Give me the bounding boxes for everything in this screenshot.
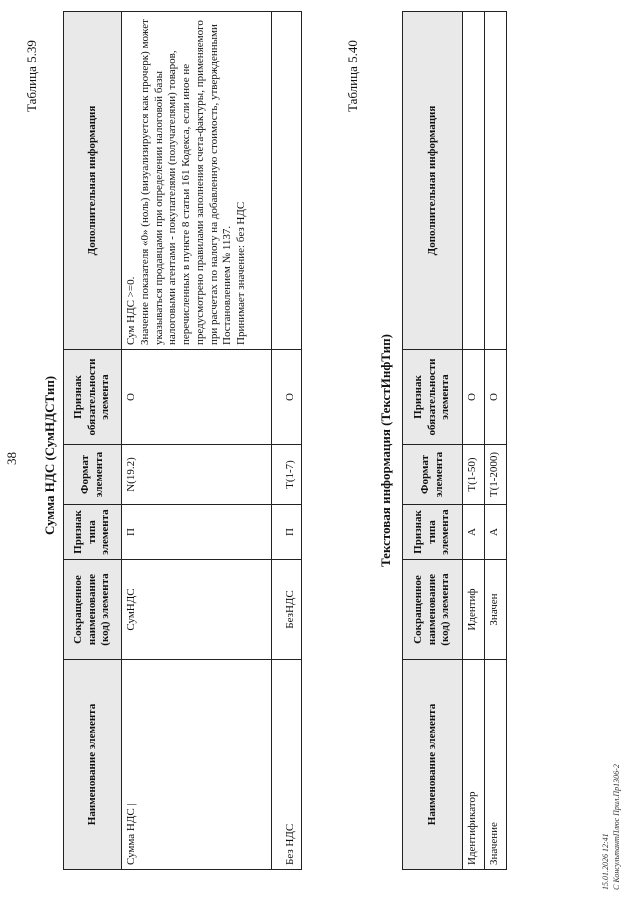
table1-header-required: Признак обязательности элемента bbox=[64, 350, 122, 445]
table2-header-row bbox=[403, 12, 463, 870]
cell-format: Т(1-7) bbox=[272, 445, 302, 505]
table1-title: Сумма НДС (СумНДСТип) bbox=[42, 375, 57, 535]
table1 bbox=[63, 11, 302, 870]
table2-header-info: Дополнительная информация bbox=[403, 12, 463, 350]
cell-name: Без НДС bbox=[272, 660, 302, 870]
table2-header-type: Признак типа элемента bbox=[403, 505, 463, 560]
cell-type: А bbox=[463, 505, 485, 560]
table-row bbox=[272, 12, 302, 870]
cell-info bbox=[485, 12, 507, 350]
cell-code: Значен bbox=[485, 560, 507, 660]
table-row bbox=[122, 12, 272, 870]
cell-info bbox=[272, 12, 302, 350]
cell-required: О bbox=[122, 350, 272, 445]
table1-header-code: Сокращенное наименование (код) элемента bbox=[64, 560, 122, 660]
table1-header-name: Наименование элемента bbox=[64, 660, 122, 870]
cell-info: Сум НДС >=0. Значение показателя «0» (ноль) (визуализируется как прочерк) может указываться продавцами при определении налоговой базы налоговыми агентами - покупателями (получателями) товаров, перечисленных в пункте 8 статьи 161 Кодекса, если иное не предусмотрено правилами заполнения счета-фактуры, применяемого при расчетах по налогу на добавленную стоимость, утвержденными Постановлением № 1137. Принимает значение: без НДС bbox=[122, 12, 272, 350]
cell-code: СумНДС bbox=[122, 560, 272, 660]
table2-header-name: Наименование элемента bbox=[403, 660, 463, 870]
cell-info bbox=[463, 12, 485, 350]
table1-header-format: Формат элемента bbox=[64, 445, 122, 505]
cell-name: Идентификатор bbox=[463, 660, 485, 870]
cell-type: П bbox=[272, 505, 302, 560]
table1-header-row bbox=[64, 12, 122, 870]
table1-header-info: Дополнительная информация bbox=[64, 12, 122, 350]
stamp-source: С КонсультантПлюс Прил.Пр1306-2 bbox=[612, 764, 621, 890]
table2-header-required: Признак обязательности элемента bbox=[403, 350, 463, 445]
cell-required: О bbox=[485, 350, 507, 445]
table2-header-code: Сокращенное наименование (код) элемента bbox=[403, 560, 463, 660]
table2-header-format: Формат элемента bbox=[403, 445, 463, 505]
cell-format: Т(1-2000) bbox=[485, 445, 507, 505]
table1-caption: Таблица 5.39 bbox=[24, 40, 39, 112]
cell-type: П bbox=[122, 505, 272, 560]
table-row bbox=[463, 12, 485, 870]
table1-header-type: Признак типа элемента bbox=[64, 505, 122, 560]
table-row bbox=[485, 12, 507, 870]
cell-format: Т(1-50) bbox=[463, 445, 485, 505]
footer-stamp bbox=[600, 740, 630, 890]
table2 bbox=[402, 11, 507, 870]
cell-required: О bbox=[463, 350, 485, 445]
table2-title: Текстовая информация (ТекстИнфТип) bbox=[378, 334, 393, 567]
cell-code: Идентиф bbox=[463, 560, 485, 660]
page-number: 38 bbox=[4, 452, 19, 465]
cell-required: О bbox=[272, 350, 302, 445]
cell-type: А bbox=[485, 505, 507, 560]
cell-code: БезНДС bbox=[272, 560, 302, 660]
stamp-date: 15.01.2026 12:41 bbox=[601, 833, 610, 890]
table2-caption: Таблица 5.40 bbox=[345, 40, 360, 112]
cell-format: N(19.2) bbox=[122, 445, 272, 505]
cell-name: Значение bbox=[485, 660, 507, 870]
cell-name: Сумма НДС | bbox=[122, 660, 272, 870]
